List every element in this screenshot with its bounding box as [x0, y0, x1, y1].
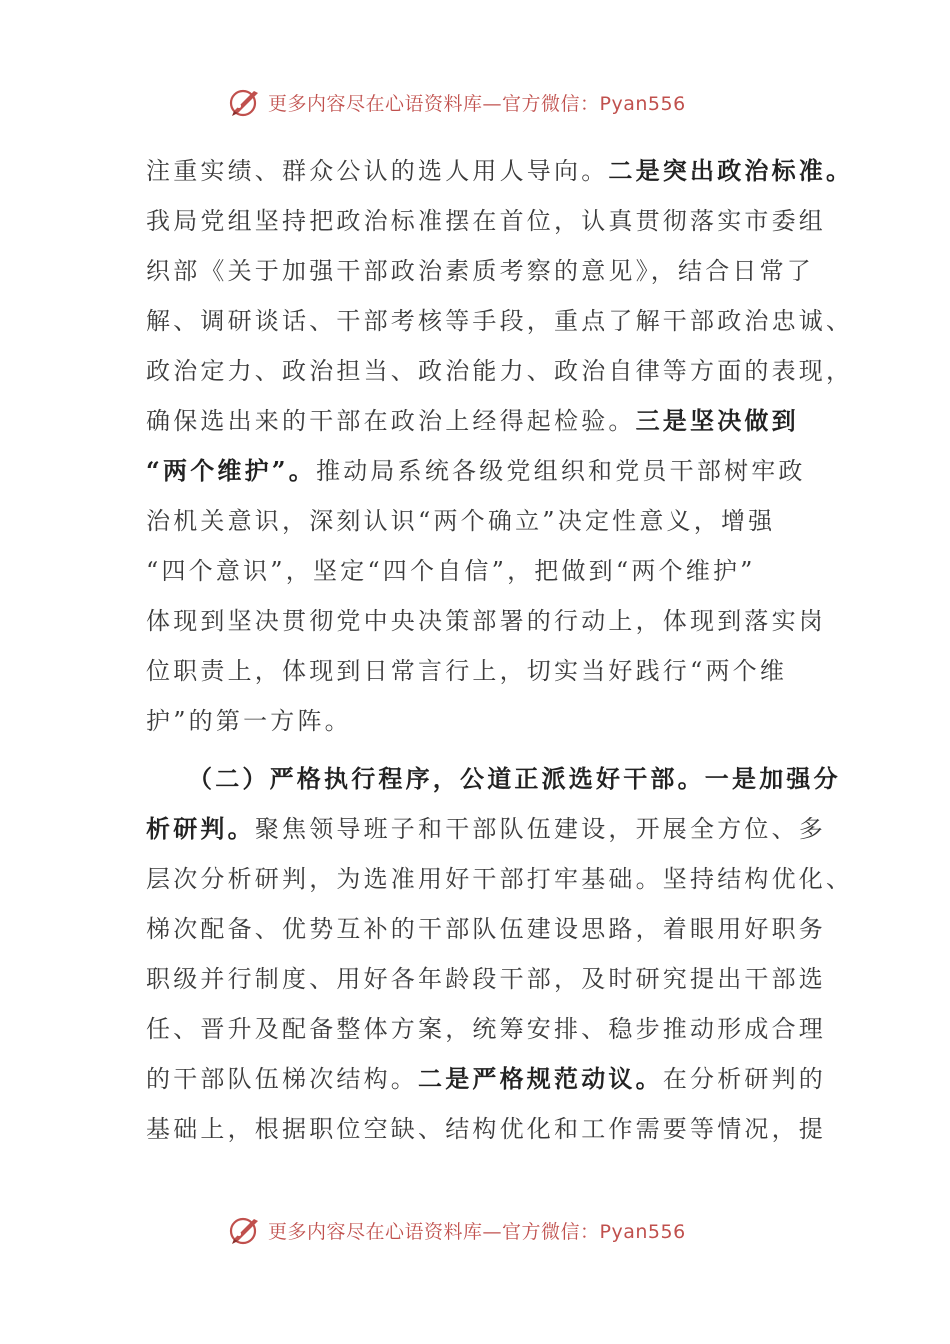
text-line — [146, 346, 854, 396]
banner-text — [268, 89, 686, 116]
text-line — [146, 904, 826, 954]
banner-text-brand: Pyan556 — [599, 1220, 686, 1243]
text-run: 在分析研判的 — [662, 1065, 827, 1093]
pen-logo-icon — [228, 85, 262, 119]
text-line — [146, 646, 806, 696]
pen-logo-icon — [228, 1213, 262, 1247]
text-line — [146, 804, 827, 854]
banner-text-cn: 更多内容尽在心语资料库—官方微信： — [268, 1220, 600, 1243]
text-run: 体现到坚决贯彻党中央决策部署的行动上，体现到落实岗 — [146, 607, 826, 635]
text-line — [146, 1054, 827, 1104]
text-line — [146, 854, 854, 904]
bold-run: （二）严格执行程序，公道正派选好干部。一是加强分 — [188, 764, 841, 793]
text-run: 基础上，根据职位空缺、结构优化和工作需要等情况，提 — [146, 1115, 826, 1143]
bold-run: “两个维护”。 — [146, 456, 317, 485]
text-run: 确保选出来的干部在政治上经得起检验。 — [146, 407, 636, 435]
text-run: 梯次配备、优势互补的干部队伍建设思路，着眼用好职务 — [146, 915, 826, 943]
bold-run: 析研判。 — [146, 814, 255, 843]
text-run: 织部《关于加强干部政治素质考察的意见》，结合日常了 — [146, 257, 814, 285]
bold-run: 二是突出政治标准。 — [608, 156, 854, 185]
text-run: 位职责上，体现到日常言行上，切实当好践行“两个维 — [146, 657, 788, 685]
body-text — [146, 146, 854, 1154]
text-line — [146, 546, 806, 596]
text-run: 注重实绩、群众公认的选人用人导向。 — [146, 157, 609, 185]
bold-run: 三是坚决做到 — [635, 406, 799, 435]
text-run: 层次分析研判，为选准用好干部打牢基础。坚持结构优化、 — [146, 865, 854, 893]
footer-banner — [228, 1212, 686, 1248]
text-line — [146, 596, 826, 646]
banner-text — [268, 1217, 686, 1244]
text-run: 解、调研谈话、干部考核等手段，重点了解干部政治忠诚、 — [146, 307, 854, 335]
text-line — [146, 696, 806, 746]
bold-run: 二是严格规范动议。 — [418, 1064, 663, 1093]
text-run: 的干部队伍梯次结构。 — [146, 1065, 418, 1093]
text-run: 聚焦领导班子和干部队伍建设，开展全方位、多 — [254, 815, 827, 843]
text-run: 政治定力、政治担当、政治能力、政治自律等方面的表现， — [146, 357, 854, 385]
banner-text-cn: 更多内容尽在心语资料库—官方微信： — [268, 92, 600, 115]
text-run: 推动局系统各级党组织和党员干部树牢政 — [316, 457, 806, 485]
text-run: 我局党组坚持把政治标准摆在首位，认真贯彻落实市委组 — [146, 207, 826, 235]
text-line — [146, 296, 854, 346]
text-line — [146, 754, 841, 804]
text-line — [146, 196, 826, 246]
text-run: “四个意识”，坚定“四个自信”，把做到“两个维护” — [146, 557, 756, 585]
text-line — [146, 954, 826, 1004]
text-line — [146, 446, 806, 496]
text-run: 治机关意识，深刻认识“两个确立”决定性意义，增强 — [146, 507, 776, 535]
text-line — [146, 1104, 826, 1154]
text-line — [146, 496, 806, 546]
banner-text-brand: Pyan556 — [599, 92, 686, 115]
text-line — [146, 246, 814, 296]
text-line — [146, 396, 806, 446]
text-line — [146, 146, 854, 196]
header-banner — [228, 84, 686, 120]
text-run: 职级并行制度、用好各年龄段干部，及时研究提出干部选 — [146, 965, 826, 993]
text-line — [146, 1004, 826, 1054]
text-run: 护”的第一方阵。 — [146, 707, 352, 735]
text-run: 任、晋升及配备整体方案，统筹安排、稳步推动形成合理 — [146, 1015, 826, 1043]
